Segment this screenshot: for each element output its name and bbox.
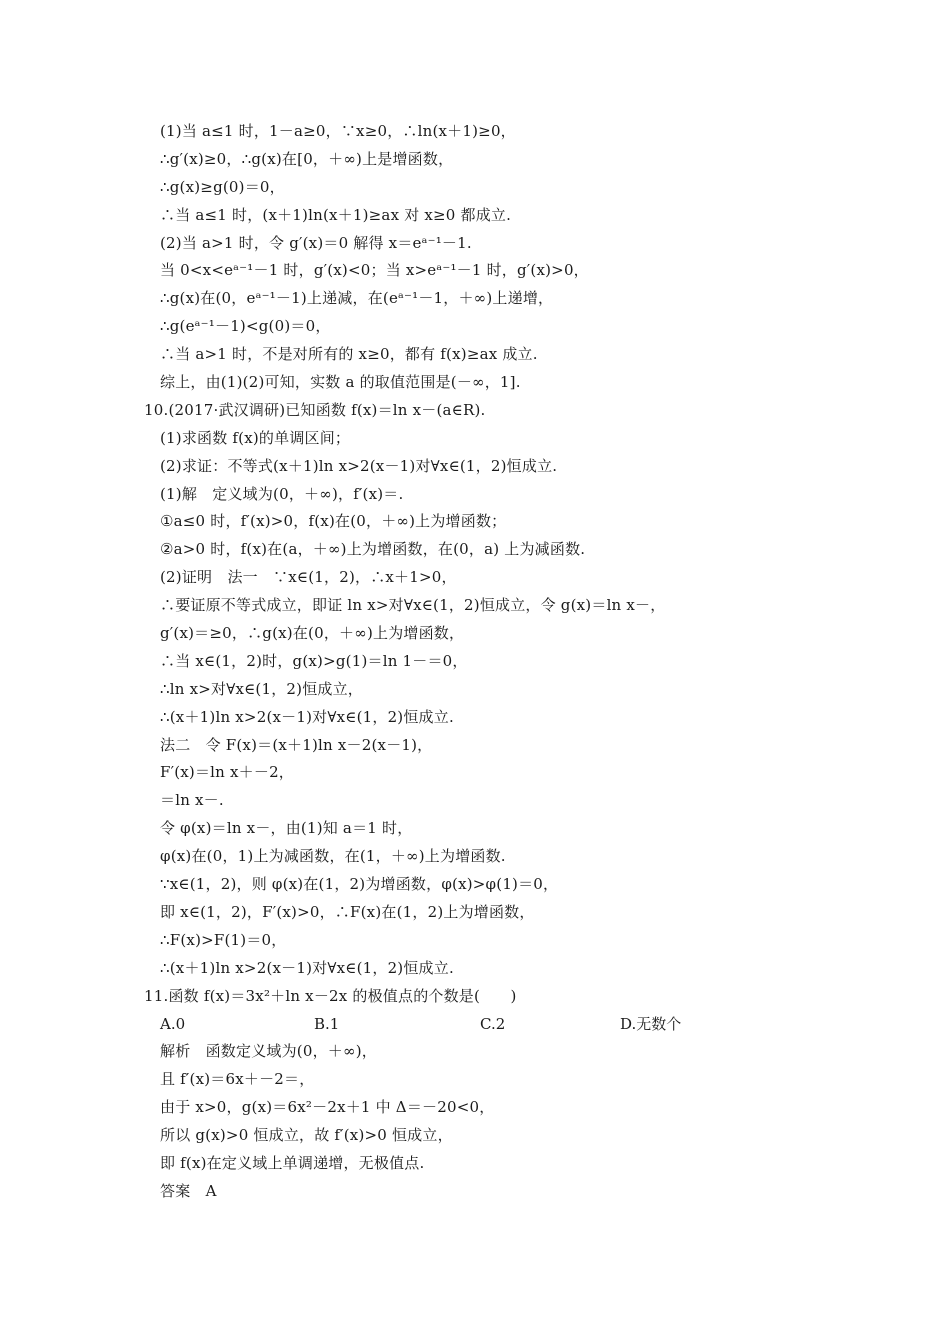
text-line: ∴(x＋1)ln x>2(x－1)对∀x∈(1，2)恒成立. bbox=[160, 958, 454, 977]
text-line: g′(x)＝≥0，∴g(x)在(0，＋∞)上为增函数， bbox=[160, 624, 465, 643]
question-11-heading: 11.函数 f(x)＝3x²＋ln x－2x 的极值点的个数是( ) bbox=[144, 986, 517, 1005]
question-10-heading: 10.(2017·武汉调研)已知函数 f(x)＝ln x－(a∈R). bbox=[144, 400, 486, 419]
option-a: A.0 bbox=[160, 1014, 186, 1033]
text-line: (1)当 a≤1 时，1－a≥0，∵x≥0，∴ln(x＋1)≥0， bbox=[160, 122, 516, 140]
text-line: ∴g′(x)≥0，∴g(x)在[0，＋∞)上是增函数， bbox=[160, 149, 454, 168]
text-line: φ(x)在(0，1)上为减函数，在(1，＋∞)上为增函数. bbox=[160, 847, 506, 866]
analysis-line: 所以 g(x)>0 恒成立，故 f′(x)>0 恒成立， bbox=[160, 1126, 453, 1145]
analysis-line: 解析 函数定义域为(0，＋∞)， bbox=[160, 1042, 377, 1061]
document-page bbox=[0, 118, 950, 1206]
text-line: ∵x∈(1，2)，则 φ(x)在(1，2)为增函数，φ(x)>φ(1)＝0， bbox=[160, 875, 559, 894]
text-line: ∴要证原不等式成立，即证 ln x>对∀x∈(1，2)恒成立，令 g(x)＝ln x－， bbox=[160, 596, 666, 615]
text-line: ∴g(x)在(0，eᵃ⁻¹－1)上递减，在(eᵃ⁻¹－1，＋∞)上递增， bbox=[160, 289, 554, 308]
text-line: 当 0<x<eᵃ⁻¹－1 时，g′(x)<0；当 x>eᵃ⁻¹－1 时，g′(x)>0， bbox=[160, 261, 589, 280]
option-b: B.1 bbox=[314, 1014, 340, 1033]
option-d: D.无数个 bbox=[620, 1014, 682, 1033]
text-line: (1)解 定义域为(0，＋∞)，f′(x)＝. bbox=[160, 484, 404, 503]
text-line: ∴当 a≤1 时，(x＋1)ln(x＋1)≥ax 对 x≥0 都成立. bbox=[160, 205, 512, 224]
analysis-line: 即 f(x)在定义域上单调递增，无极值点. bbox=[160, 1153, 425, 1172]
text-line: 综上，由(1)(2)可知，实数 a 的取值范围是(－∞，1]. bbox=[160, 373, 521, 392]
text-line: (2)求证：不等式(x＋1)ln x>2(x－1)对∀x∈(1，2)恒成立. bbox=[160, 456, 558, 475]
answer-options bbox=[0, 1011, 950, 1039]
option-c: C.2 bbox=[480, 1014, 506, 1033]
answer-line: 答案 A bbox=[160, 1181, 217, 1200]
text-line: ∴(x＋1)ln x>2(x－1)对∀x∈(1，2)恒成立. bbox=[160, 707, 454, 726]
text-line: (2)当 a>1 时，令 g′(x)＝0 解得 x＝eᵃ⁻¹－1. bbox=[160, 233, 472, 252]
text-line: 令 φ(x)＝ln x－，由(1)知 a＝1 时， bbox=[160, 819, 413, 838]
text-line: (2)证明 法一 ∵x∈(1，2)，∴x＋1>0， bbox=[160, 568, 457, 587]
text-line: ＝ln x－. bbox=[160, 791, 224, 810]
text-line: ∴g(eᵃ⁻¹－1)<g(0)＝0， bbox=[160, 317, 331, 336]
text-line: ∴g(x)≥g(0)＝0， bbox=[160, 177, 285, 196]
text-line: ①a≤0 时，f′(x)>0，f(x)在(0，＋∞)上为增函数； bbox=[160, 512, 507, 531]
text-line: ②a>0 时，f(x)在(a，＋∞)上为增函数，在(0，a) 上为减函数. bbox=[160, 540, 586, 559]
analysis-line: 且 f′(x)＝6x＋－2＝， bbox=[160, 1070, 315, 1089]
text-line: 法二 令 F(x)＝(x＋1)ln x－2(x－1)， bbox=[160, 735, 433, 754]
text-line: F′(x)＝ln x＋－2， bbox=[160, 763, 295, 782]
analysis-line: 由于 x>0，g(x)＝6x²－2x＋1 中 Δ＝－20<0， bbox=[160, 1098, 495, 1117]
text-line: ∴F(x)>F(1)＝0， bbox=[160, 930, 287, 949]
text-line: ∴ln x>对∀x∈(1，2)恒成立， bbox=[160, 679, 364, 698]
text-line: ∴当 x∈(1，2)时，g(x)>g(1)＝ln 1－＝0， bbox=[160, 651, 468, 670]
text-line: ∴当 a>1 时，不是对所有的 x≥0，都有 f(x)≥ax 成立. bbox=[160, 345, 538, 364]
text-line: (1)求函数 f(x)的单调区间； bbox=[160, 428, 351, 447]
text-line: 即 x∈(1，2)，F′(x)>0，∴F(x)在(1，2)上为增函数， bbox=[160, 902, 535, 921]
